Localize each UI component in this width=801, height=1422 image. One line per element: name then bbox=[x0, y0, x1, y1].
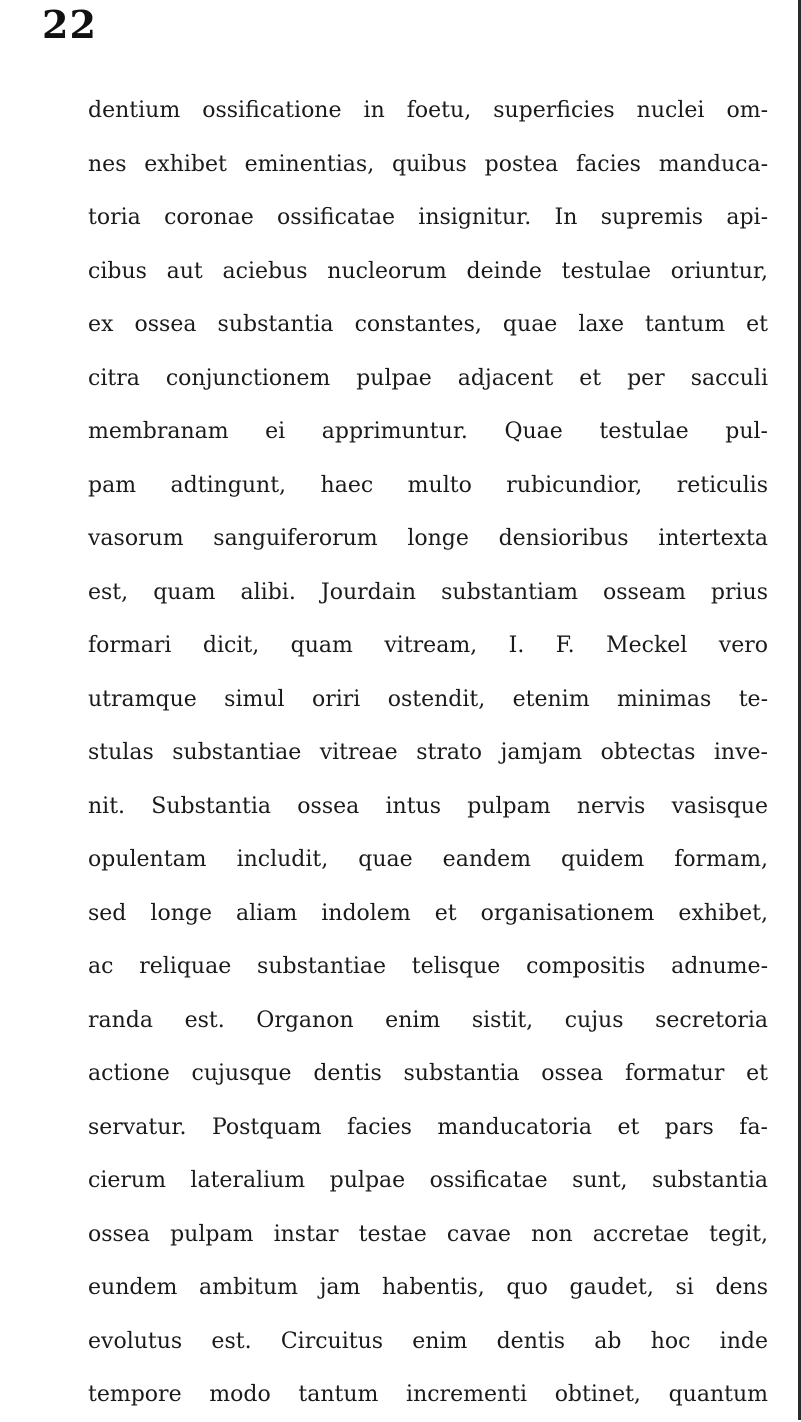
text-line: ossea pulpam instar testae cavae non accretae tegit, bbox=[88, 1221, 768, 1247]
text-line: cierum lateralium pulpae ossificatae sunt, substantia bbox=[88, 1168, 768, 1193]
text-line: est, quam alibi. Jourdain substantiam osseam prius bbox=[88, 579, 768, 605]
text-line: opulentam includit, quae eandem quidem formam, bbox=[88, 847, 768, 872]
text-line: formari dicit, quam vitream, I. F. Meckel vero bbox=[88, 633, 768, 658]
text-line: nit. Substantia ossea intus pulpam nervis vasisque bbox=[88, 793, 768, 819]
text-line: cibus aut aciebus nucleorum deinde testulae oriuntur, bbox=[88, 258, 768, 284]
text-line: dentium ossificatione in foetu, superficies nuclei om- bbox=[88, 98, 768, 123]
text-line: eundem ambitum jam habentis, quo gaudet, si dens bbox=[88, 1275, 768, 1300]
text-line: nes exhibet eminentias, quibus postea facies manduca- bbox=[88, 151, 768, 177]
text-line: membranam ei apprimuntur. Quae testulae pul- bbox=[88, 419, 768, 444]
body-text bbox=[88, 84, 768, 1422]
text-line: utramque simul oriri ostendit, etenim minimas te- bbox=[88, 686, 768, 712]
text-line: evolutus est. Circuitus enim dentis ab hoc inde bbox=[88, 1328, 768, 1354]
text-line: tempore modo tantum incrementi obtinet, quantum bbox=[88, 1382, 768, 1407]
text-line: pam adtingunt, haec multo rubicundior, reticulis bbox=[88, 472, 768, 498]
text-line: actione cujusque dentis substantia ossea formatur et bbox=[88, 1061, 768, 1086]
text-line: servatur. Postquam facies manducatoria et pars fa- bbox=[88, 1114, 768, 1140]
text-line: ex ossea substantia constantes, quae laxe tantum et bbox=[88, 312, 768, 337]
text-line: stulas substantiae vitreae strato jamjam obtectas inve- bbox=[88, 740, 768, 765]
text-line: ac reliquae substantiae telisque compositis adnume- bbox=[88, 954, 768, 979]
text-line: vasorum sanguiferorum longe densioribus intertexta bbox=[88, 526, 768, 551]
text-line: toria coronae ossificatae insignitur. In supremis api- bbox=[88, 205, 768, 230]
text-line: randa est. Organon enim sistit, cujus secretoria bbox=[88, 1007, 768, 1033]
text-line: sed longe aliam indolem et organisationem exhibet, bbox=[88, 900, 768, 926]
page-number: 22 bbox=[42, 2, 97, 47]
text-line: citra conjunctionem pulpae adjacent et per sacculi bbox=[88, 365, 768, 391]
